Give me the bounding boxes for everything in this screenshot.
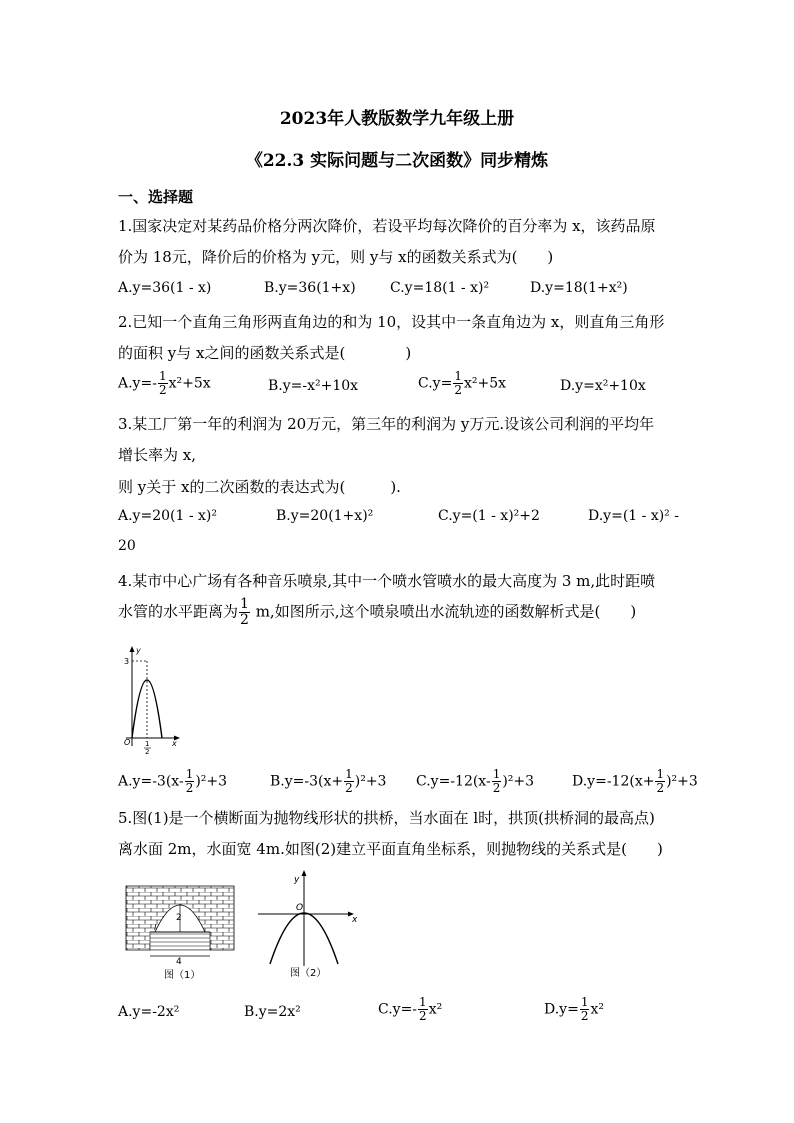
fig4-three-label: 3	[124, 657, 130, 666]
fig4-half-den: 2	[145, 748, 150, 754]
water-area	[150, 932, 210, 950]
fig4-y-label: y	[136, 646, 141, 655]
q1-line2: 价为 18元，降价后的价格为 y元，则 y与 x的函数关系式为( )	[118, 248, 554, 266]
section-heading: 一、选择题	[118, 188, 194, 206]
bridge-figure	[124, 884, 236, 980]
fig1-caption: 图（1）	[164, 970, 201, 980]
q1-option-c: C.y=18(1 - x)²	[390, 280, 490, 296]
q3-line3: 则 y关于 x的二次函数的表达式为( ).	[118, 478, 401, 496]
q4-option-a: A.y=-3(x- $\frac{1}{2}$ )²+3	[118, 767, 228, 795]
fig4-x-label: x	[172, 739, 177, 748]
title-line2: 《22.3 实际问题与二次函数》同步精炼	[245, 151, 549, 171]
q5-option-c: C.y=- $\frac{1}{2}$ x²	[378, 995, 443, 1023]
q4-option-c: C.y=-12(x- $\frac{1}{2}$ )²+3	[416, 767, 535, 795]
fig4-half-num: 1	[145, 740, 150, 748]
q1-line1: 1.国家决定对某药品价格分两次降价，若设平均每次降价的百分率为 x，该药品原	[118, 217, 656, 235]
fig5-w-label: 4	[176, 957, 182, 967]
fig4-origin-label: O	[124, 738, 131, 747]
fig2-x-label: x	[352, 915, 358, 925]
title-line1: 2023年人教版数学九年级上册	[279, 109, 515, 129]
q3-option-a: A.y=20(1 - x)²	[118, 508, 217, 524]
q4-line2: 水管的水平距离为 $\frac{1}{2}$ m,如图所示,这个喷泉喷出水流轨迹的函数解析式是( )	[118, 596, 637, 628]
fig5-l-label: l	[154, 923, 157, 932]
q5-line2: 离水面 2m，水面宽 4m.如图(2)建立平面直角坐标系，则抛物线的关系式是( )	[118, 840, 663, 858]
q2-line1: 2.已知一个直角三角形两直角边的和为 10，设其中一条直角边为 x，则直角三角形	[118, 313, 665, 331]
q4-option-d: D.y=-12(x+ $\frac{1}{2}$ )²+3	[572, 767, 698, 795]
q2-option-a: A.y=- $\frac{1}{2}$ x²+5x	[118, 369, 211, 397]
q4-line1: 4.某市中心广场有各种音乐喷泉,其中一个喷水管喷水的最大高度为 3 m,此时距喷	[118, 572, 656, 590]
q4-option-b: B.y=-3(x+ $\frac{1}{2}$ )²+3	[270, 767, 387, 795]
fig2-y-label: y	[294, 875, 300, 885]
q3-option-c: C.y=(1 - x)²+2	[438, 508, 540, 524]
q3-option-d: D.y=(1 - x)² -	[588, 508, 679, 524]
y-axis-arrow	[130, 646, 135, 652]
fig2-y-arrow	[302, 870, 307, 876]
q5-option-d: D.y= $\frac{1}{2}$ x²	[544, 995, 604, 1023]
q3-line2: 增长率为 x,	[118, 446, 196, 464]
fig2-caption: 图（2）	[290, 968, 327, 979]
fig2-origin-label: O	[296, 903, 304, 913]
q3-option-b: B.y=20(1+x)²	[276, 508, 374, 524]
q1-option-b: B.y=36(1+x)	[264, 280, 356, 296]
fountain-figure	[112, 642, 192, 754]
q1-option-a: A.y=36(1 - x)	[118, 280, 212, 296]
q2-option-d: D.y=x²+10x	[560, 378, 646, 394]
fig5-h-label: 2	[176, 913, 182, 923]
q2-line2: 的面积 y与 x之间的函数关系式是( )	[118, 344, 412, 362]
coordinate-figure	[254, 866, 364, 980]
q5-line1: 5.图(1)是一个横断面为抛物线形状的拱桥，当水面在 l时，拱顶(拱桥洞的最高点)	[118, 809, 655, 827]
q3-line1: 3.某工厂第一年的利润为 20万元，第三年的利润为 y万元.设该公司利润的平均年	[118, 415, 655, 433]
q2-option-c: C.y= $\frac{1}{2}$ x²+5x	[418, 369, 506, 397]
q5-option-b: B.y=2x²	[244, 1004, 301, 1020]
q2-option-b: B.y=-x²+10x	[268, 378, 359, 394]
q5-option-a: A.y=-2x²	[118, 1004, 180, 1020]
q1-option-d: D.y=18(1+x²)	[530, 280, 628, 296]
q3-option-d-cont: 20	[118, 538, 136, 554]
